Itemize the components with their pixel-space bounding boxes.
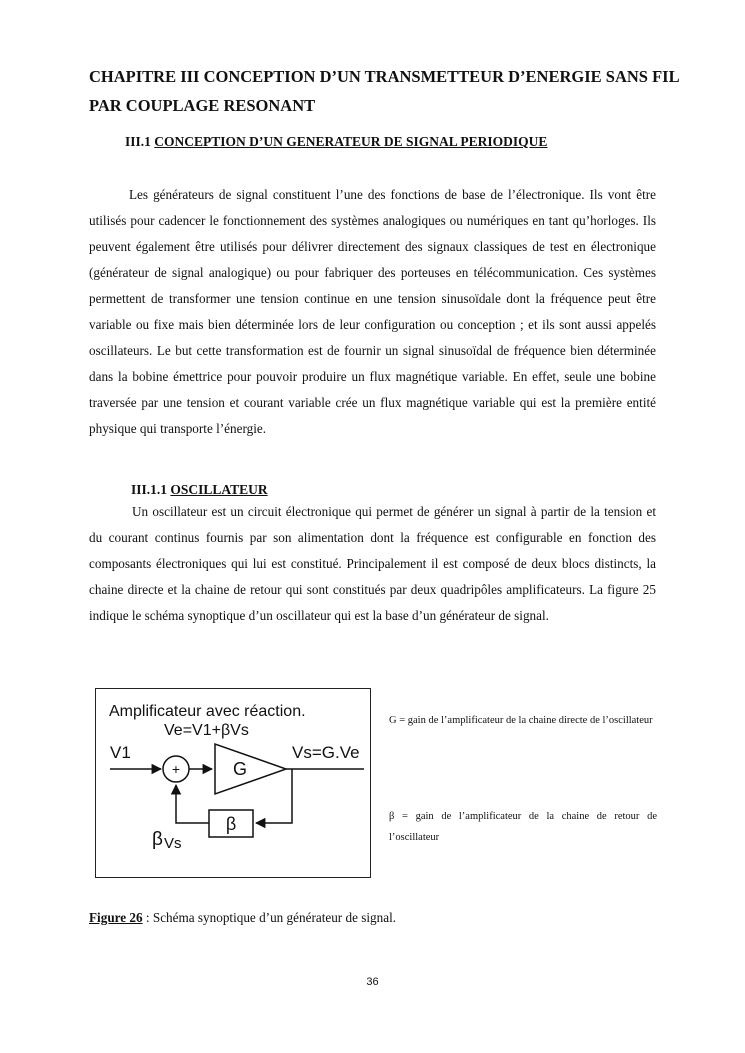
paragraph-generators: Les générateurs de signal constituent l’une des fonctions de base de l’électronique. Ils vont être utilisés pour cadencer le fonctionnement des systèmes analogiques ou numériques en tant qu’horloges. Ils peuvent également être utilisés pour délivrer directement des signaux classiques de test en électronique (générateur de signal analogique) ou pour fabriquer des porteuses en télécommunication. Ces systèmes permettent de transformer une tension continue en une tension sinusoïdale dont la fréquence peut être variable ou fixe mais bien déterminée lors de leur configuration ou conception ; et ils sont aussi appelés oscillateurs. Le but cette transformation est de fournir un signal sinusoïdal de fréquence bien déterminée dans la bobine émettrice pour pouvoir produire un flux magnétique variable. En effet, seule une bobine traversée par une tension et courant variable crée un flux magnétique variable qui est la première entité physique qui transporte l’énergie. xyxy=(89,187,656,436)
figure-label: Figure 26 xyxy=(89,910,143,925)
subsection-title: OSCILLATEUR xyxy=(170,482,268,497)
amplifier-triangle xyxy=(215,744,286,794)
subsection-number: III.1.1 xyxy=(131,482,168,497)
feedback-amplifier-diagram xyxy=(96,689,372,879)
gain-direct-note: G = gain de l’amplificateur de la chaine directe de l’oscillateur xyxy=(389,715,653,726)
feedback-beta-symbol: β xyxy=(152,829,163,850)
figure-caption xyxy=(89,910,396,926)
paragraph-oscillator: Un oscillateur est un circuit électronique qui permet de générer un signal à partir de la tension et du courant continus fournis par son alimentation dont la fréquence est configurable en fonction des composants électroniques qui lui est constitué. Principalement il est composé de deux blocs distincts, la chaine directe et la chaine de retour qui sont constitués par deux quadripôles amplificateurs. La figure 25 indique le schéma synoptique d’un oscillateur qui est la base d’un générateur de signal. xyxy=(89,504,656,623)
chapter-title: CHAPITRE III CONCEPTION D’UN TRANSMETTEUR D’ENERGIE SANS FIL PAR COUPLAGE RESONANT xyxy=(89,67,679,115)
gain-retour-note: β = gain de l’amplificateur de la chaine de retour de l’oscillateur xyxy=(389,811,657,843)
section-number: III.1 xyxy=(125,134,151,149)
section-heading xyxy=(125,134,547,150)
figure-caption-text: : Schéma synoptique d’un générateur de signal. xyxy=(142,910,397,925)
feedback-vs-label: Vs xyxy=(164,835,182,852)
summing-sign: + xyxy=(171,761,181,777)
feedback-block-label: β xyxy=(225,814,237,834)
output-label: Vs=G.Ve xyxy=(292,743,360,762)
page-number: 36 xyxy=(366,976,379,988)
section-title: CONCEPTION D’UN GENERATEUR DE SIGNAL PERIODIQUE xyxy=(154,134,548,149)
summing-equation: Ve=V1+βVs xyxy=(164,722,249,739)
diagram-title: Amplificateur avec réaction. xyxy=(109,703,306,720)
amplifier-gain-label: G xyxy=(233,759,248,779)
feedback-arrow-out xyxy=(176,785,209,823)
block-diagram-frame xyxy=(95,688,371,878)
input-label: V1 xyxy=(110,743,131,762)
subsection-heading xyxy=(131,482,268,498)
